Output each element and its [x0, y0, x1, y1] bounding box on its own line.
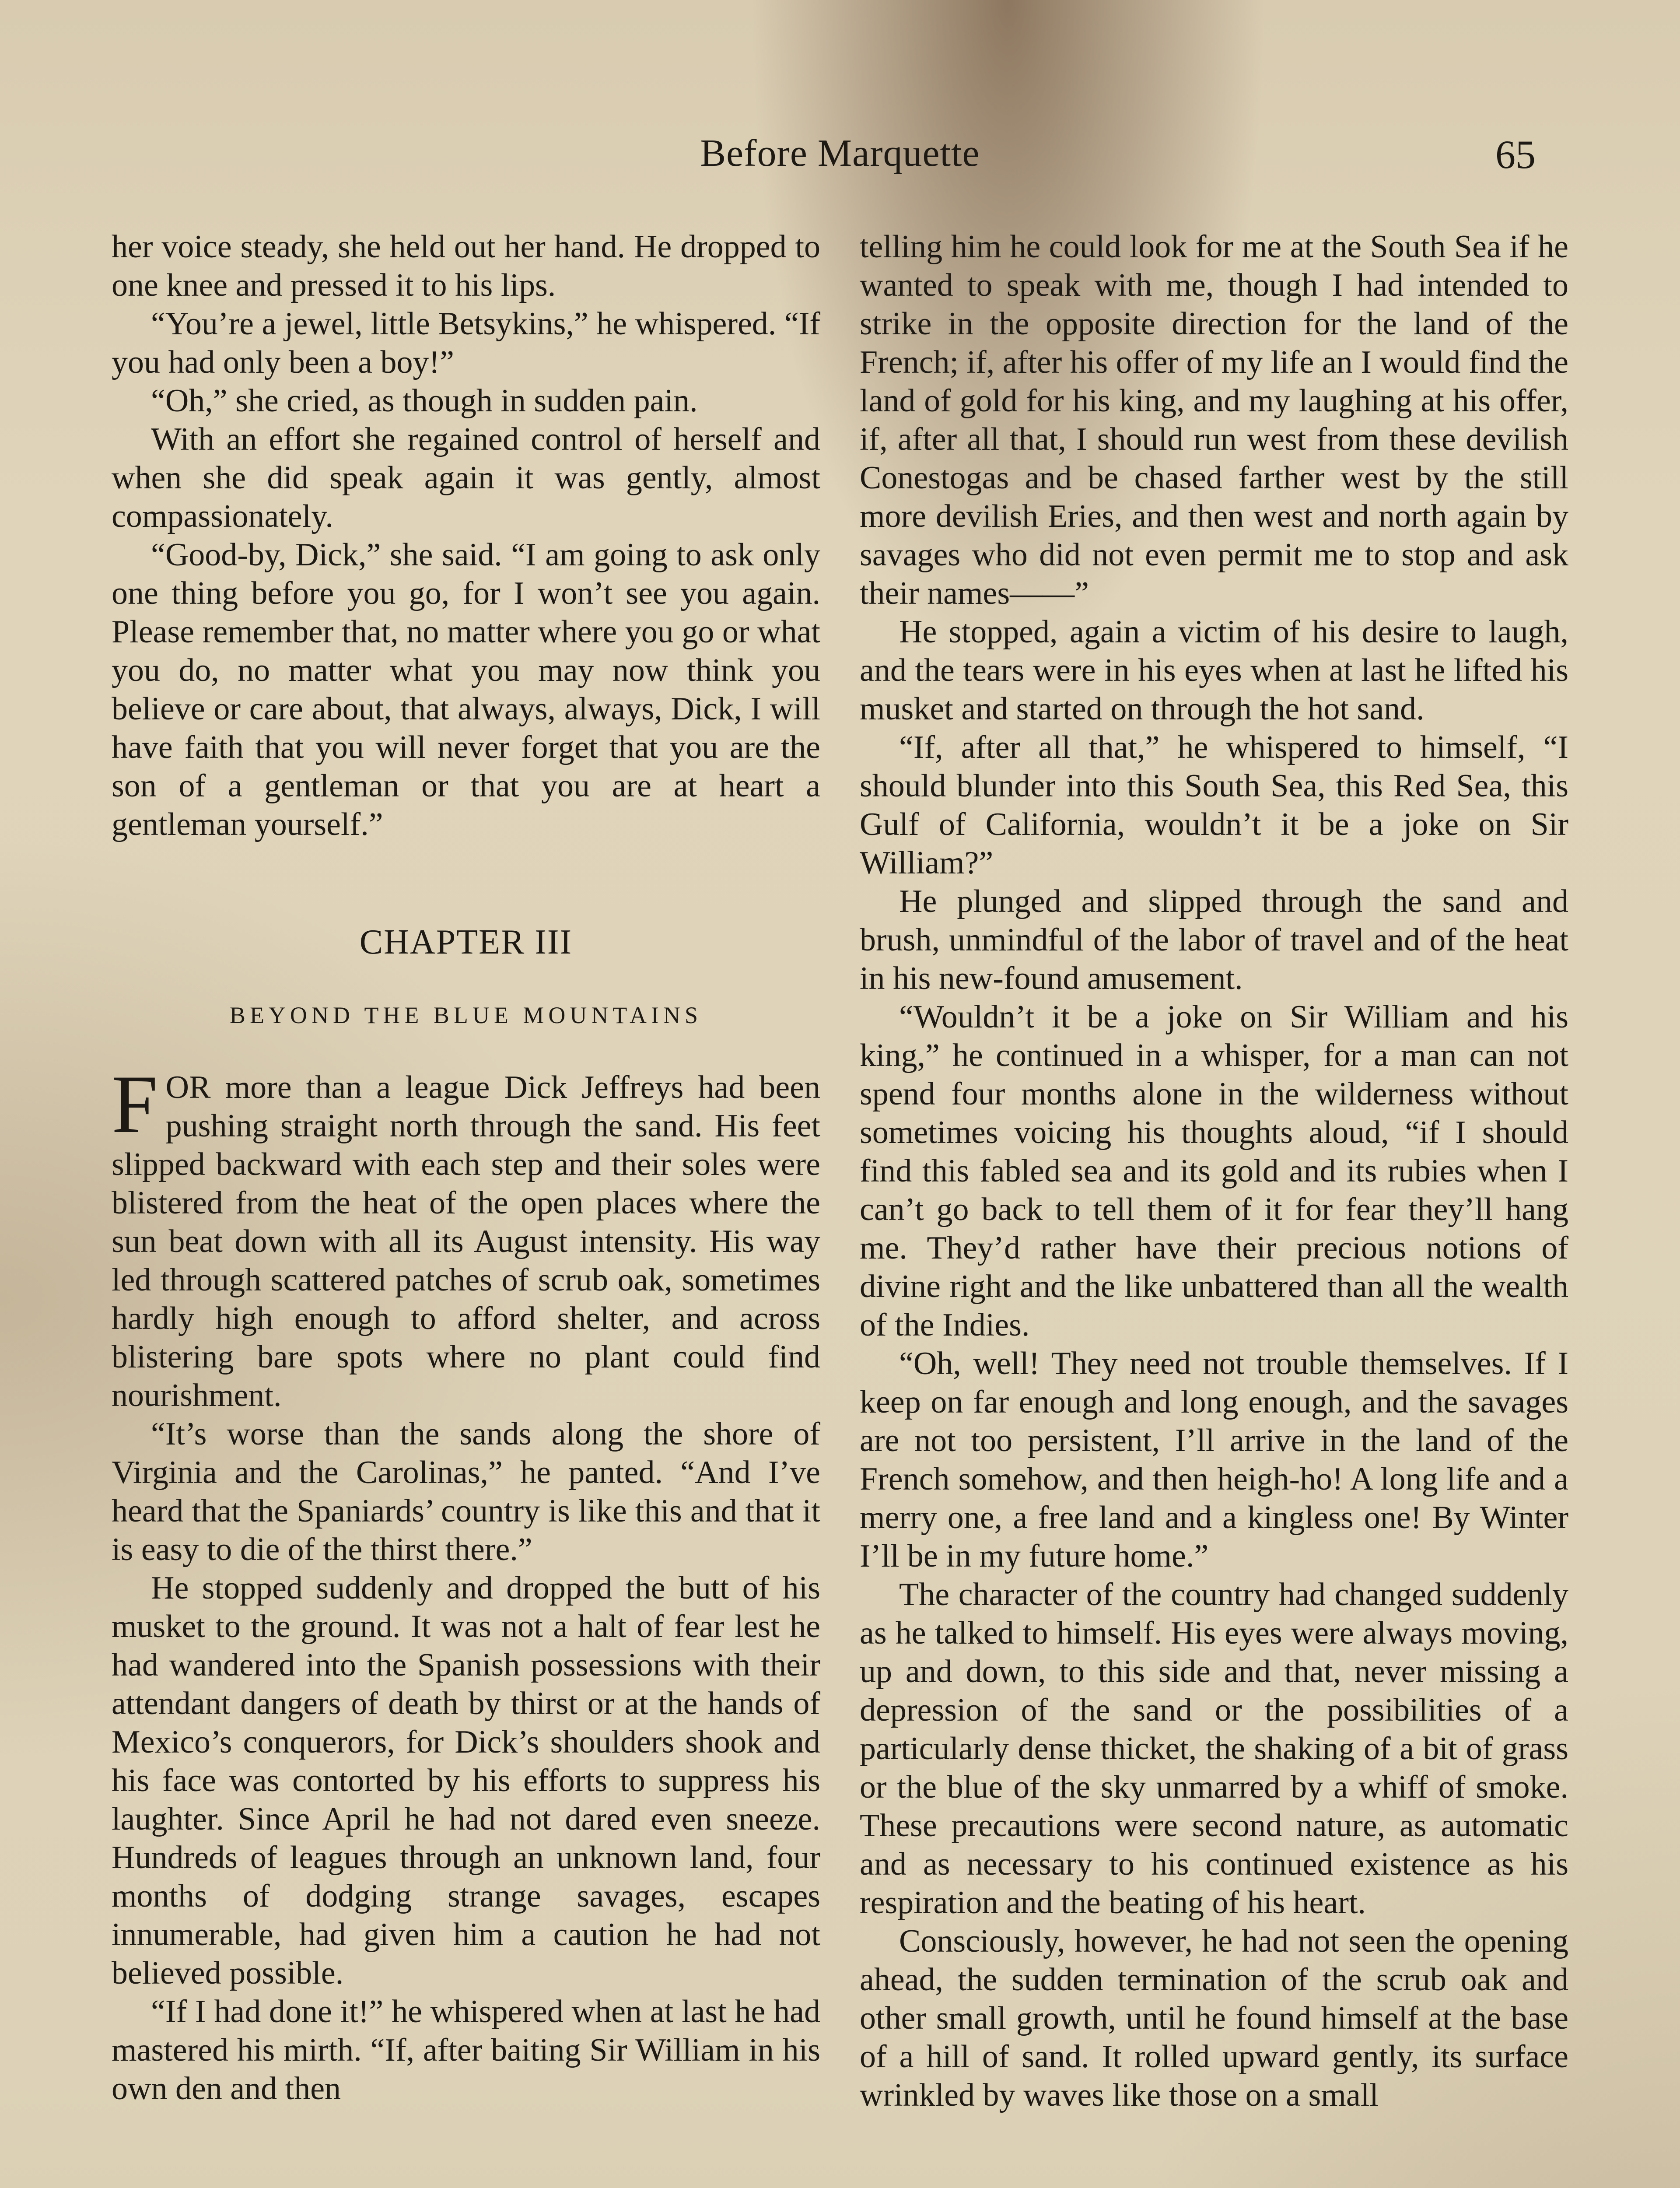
text-columns: [112, 228, 1568, 2188]
running-head: [109, 131, 1571, 184]
paragraph: “You’re a jewel, little Betsykins,” he whispered. “If you had only been a boy!”: [112, 306, 820, 380]
paragraph: Consciously, however, he had not seen the opening ahead, the sudden termination of the scrub oak and other small growth, until he found himself at the base of a hill of sand. It rolled upward gently, its surface wrinkled by waves like those on a small: [860, 1923, 1568, 2113]
paragraph: He stopped, again a victim of his desire to laugh, and the tears were in his eyes when at last he lifted his musket and started on through the hot sand.: [860, 614, 1568, 727]
chapter-subtitle: BEYOND THE BLUE MOUNTAINS: [229, 1002, 703, 1028]
paragraph: “Oh, well! They need not trouble themselves. If I keep on far enough and long enough, and the savages are not too persistent, I’ll arrive in the land of the French somehow, and then heigh-ho! A long life and a merry one, a free land and a kingless one! By Winter I’ll be in my future home.”: [860, 1346, 1568, 1574]
paragraph: The character of the country had changed suddenly as he talked to himself. His eyes were always moving, up and down, to this side and that, never missing a depression of the sand or the possibilities of a particularly dense thicket, the shaking of a bit of grass or the blue of the sky unmarred by a whiff of smoke. These precautions were second nature, as automatic and as necessary to his continued existence as his respiration and the beating of his heart.: [860, 1577, 1568, 1921]
drop-cap: F: [112, 1059, 158, 1150]
chapter-title: CHAPTER III: [359, 923, 573, 961]
paragraph: “Oh,” she cried, as though in sudden pain.: [151, 383, 698, 419]
left-column: [112, 228, 820, 2188]
right-column: [860, 228, 1568, 2188]
running-title: Before Marquette: [700, 132, 980, 175]
paragraph: He stopped suddenly and dropped the butt of his musket to the ground. It was not a halt of fear lest he had wandered into the Spanish possessions with their attendant dangers of death by thirst or at the hands of Mexico’s conquerors, for Dick’s shoulders shook and his face was contorted by his efforts to suppress his laughter. Since April he had not dared even sneeze. Hundreds of leagues through an unknown land, four months of dodging strange savages, escapes innumerable, had given him a caution he had not believed possible.: [112, 1570, 820, 1991]
chapter-opening-paragraph: [112, 1059, 820, 1415]
paragraph: her voice steady, she held out her hand. He dropped to one knee and pressed it to his lips.: [112, 229, 820, 303]
paragraph: “If I had done it!” he whispered when at last he had mastered his mirth. “If, after baiting Sir William in his own den and then: [112, 1994, 820, 2107]
paragraph: With an effort she regained control of herself and when she did speak again it was gently, almost compassionately.: [112, 421, 820, 534]
page-number: 65: [1495, 132, 1536, 177]
paragraph: telling him he could look for me at the South Sea if he wanted to speak with me, though I had intended to strike in the opposite direction for the land of the French; if, after his offer of my life an I would find the land of gold for his king, and my laughing at his offer, if, after all that, I should run west from these devilish Conestogas and be chased farther west by the still more devilish Eries, and then west and north again by savages who did not even permit me to stop and ask their names——”: [860, 229, 1568, 611]
paragraph: “If, after all that,” he whispered to himself, “I should blunder into this South Sea, this Red Sea, this Gulf of California, wouldn’t it be a joke on Sir William?”: [860, 729, 1568, 881]
paragraph: He plunged and slipped through the sand and brush, unmindful of the labor of travel and of the heat in his new-found amusement.: [860, 884, 1568, 996]
paragraph: “It’s worse than the sands along the shore of Virginia and the Carolinas,” he panted. “And I’ve heard that the Spaniards’ country is like this and that it is easy to die of the thirst there.”: [112, 1416, 820, 1567]
paragraph: “Good-by, Dick,” she said. “I am going to ask only one thing before you go, for I won’t see you again. Please remember that, no matter where you go or what you do, no matter what you may now think you believe or care about, that always, always, Dick, I will have faith that you will never forget that you are the son of a gentleman or that you are at heart a gentleman yourself.”: [112, 537, 820, 842]
paragraph: “Wouldn’t it be a joke on Sir William and his king,” he continued in a whisper, for a man can not spend four months alone in the wilderness without sometimes voicing his thoughts aloud, “if I should find this fabled sea and its gold and its rubies when I can’t go back to tell them of it for fear they’ll hang me. They’d rather have their precious notions of divine right and the like unbattered than all the wealth of the Indies.: [860, 999, 1568, 1343]
paragraph-text: OR more than a league Dick Jeffreys had been pushing straight north through the sand. His feet slipped backward with each step and their soles were blistered from the heat of the open places where the sun beat down with all its August intensity. His way led through scattered patches of scrub oak, sometimes hardly high enough to afford shelter, and across blistering bare spots where no plant could find nourishment.: [112, 1069, 820, 1413]
